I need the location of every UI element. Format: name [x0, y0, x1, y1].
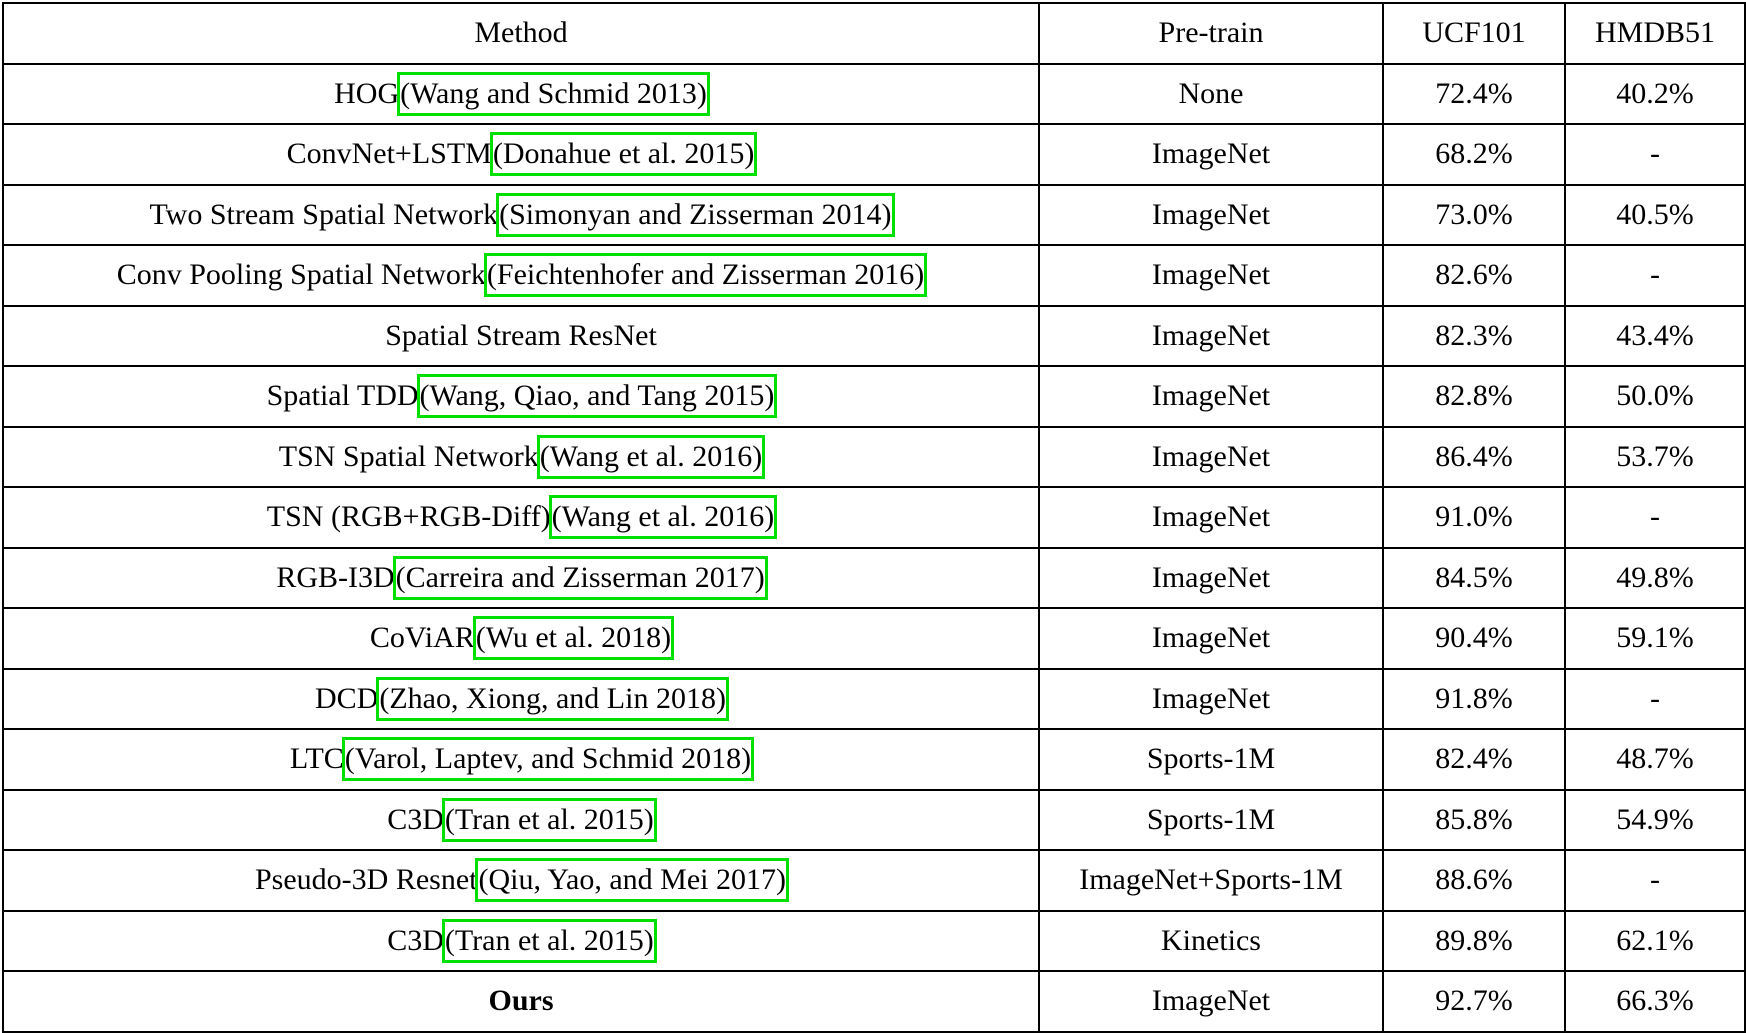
table-row	[3, 487, 1745, 548]
table-row	[3, 185, 1745, 246]
method-name: HOG	[334, 76, 400, 110]
citation-highlight: (Donahue et al. 2015)	[490, 132, 758, 176]
column-header-method: Method	[3, 3, 1039, 64]
method-name: CoViAR	[369, 621, 475, 655]
cell-method	[3, 790, 1039, 851]
method-name: Two Stream Spatial Network	[149, 197, 499, 231]
cell-pretrain: Sports-1M	[1039, 729, 1383, 790]
cell-ucf101: 92.7%	[1383, 971, 1565, 1032]
table-row	[3, 850, 1745, 911]
citation-highlight: (Wang et al. 2016)	[549, 495, 778, 539]
cell-ucf101: 91.8%	[1383, 669, 1565, 730]
cell-pretrain: Kinetics	[1039, 911, 1383, 972]
cell-method	[3, 729, 1039, 790]
cell-pretrain: ImageNet	[1039, 366, 1383, 427]
table-row	[3, 245, 1745, 306]
citation-highlight: (Wu et al. 2018)	[473, 616, 674, 660]
cell-pretrain: ImageNet	[1039, 306, 1383, 367]
cell-pretrain: ImageNet	[1039, 548, 1383, 609]
cell-ucf101: 88.6%	[1383, 850, 1565, 911]
cell-hmdb51: 40.5%	[1565, 185, 1745, 246]
table-header	[3, 3, 1745, 64]
cell-method	[3, 911, 1039, 972]
cell-hmdb51: 62.1%	[1565, 911, 1745, 972]
method-name: LTC	[289, 742, 344, 776]
citation-highlight: (Qiu, Yao, and Mei 2017)	[475, 858, 789, 902]
column-header-hmdb51: HMDB51	[1565, 3, 1745, 64]
results-table	[2, 2, 1746, 1033]
method-name: Pseudo-3D Resnet	[255, 863, 478, 897]
cell-ucf101: 72.4%	[1383, 64, 1565, 125]
cell-method	[3, 366, 1039, 427]
cell-pretrain: ImageNet	[1039, 971, 1383, 1032]
cell-hmdb51: -	[1565, 487, 1745, 548]
cell-hmdb51: -	[1565, 850, 1745, 911]
cell-hmdb51: 49.8%	[1565, 548, 1745, 609]
citation-highlight: (Tran et al. 2015)	[442, 919, 657, 963]
citation-highlight: (Tran et al. 2015)	[442, 798, 657, 842]
table-row	[3, 124, 1745, 185]
method-name: ConvNet+LSTM	[286, 137, 492, 171]
cell-hmdb51: 43.4%	[1565, 306, 1745, 367]
cell-pretrain: ImageNet	[1039, 245, 1383, 306]
method-name: RGB-I3D	[276, 560, 395, 594]
cell-pretrain: ImageNet	[1039, 669, 1383, 730]
results-table-container	[0, 2, 1746, 1033]
table-row	[3, 608, 1745, 669]
cell-hmdb51: -	[1565, 124, 1745, 185]
cell-ucf101: 82.6%	[1383, 245, 1565, 306]
cell-pretrain: Sports-1M	[1039, 790, 1383, 851]
cell-method	[3, 608, 1039, 669]
cell-pretrain: ImageNet+Sports-1M	[1039, 850, 1383, 911]
cell-hmdb51: 59.1%	[1565, 608, 1745, 669]
table-row	[3, 911, 1745, 972]
cell-hmdb51: -	[1565, 245, 1745, 306]
cell-ucf101: 82.4%	[1383, 729, 1565, 790]
method-name: Spatial Stream ResNet	[385, 318, 657, 352]
method-name: C3D	[387, 802, 444, 836]
cell-hmdb51: 53.7%	[1565, 427, 1745, 488]
cell-method	[3, 124, 1039, 185]
table-row	[3, 971, 1745, 1032]
method-name: Conv Pooling Spatial Network	[116, 258, 486, 292]
method-name: DCD	[315, 681, 379, 715]
cell-pretrain: ImageNet	[1039, 185, 1383, 246]
cell-method	[3, 850, 1039, 911]
cell-ucf101: 86.4%	[1383, 427, 1565, 488]
method-name: Ours	[488, 984, 554, 1018]
cell-hmdb51: 40.2%	[1565, 64, 1745, 125]
citation-highlight: (Carreira and Zisserman 2017)	[393, 556, 768, 600]
citation-highlight: (Varol, Laptev, and Schmid 2018)	[342, 737, 754, 781]
citation-highlight: (Wang, Qiao, and Tang 2015)	[417, 374, 778, 418]
cell-ucf101: 90.4%	[1383, 608, 1565, 669]
citation-highlight: (Wang and Schmid 2013)	[397, 72, 710, 116]
table-row	[3, 306, 1745, 367]
table-body	[3, 64, 1745, 1032]
citation-highlight: (Wang et al. 2016)	[537, 435, 766, 479]
citation-highlight: (Feichtenhofer and Zisserman 2016)	[484, 253, 927, 297]
table-row	[3, 729, 1745, 790]
cell-pretrain: ImageNet	[1039, 487, 1383, 548]
cell-hmdb51: 66.3%	[1565, 971, 1745, 1032]
cell-method	[3, 548, 1039, 609]
table-row	[3, 548, 1745, 609]
method-name: TSN (RGB+RGB-Diff)	[266, 500, 551, 534]
column-header-pretrain: Pre-train	[1039, 3, 1383, 64]
column-header-ucf101: UCF101	[1383, 3, 1565, 64]
cell-method	[3, 669, 1039, 730]
method-name: C3D	[387, 923, 444, 957]
cell-method	[3, 306, 1039, 367]
citation-highlight: (Simonyan and Zisserman 2014)	[496, 193, 894, 237]
cell-ucf101: 82.8%	[1383, 366, 1565, 427]
cell-hmdb51: 54.9%	[1565, 790, 1745, 851]
cell-method	[3, 971, 1039, 1032]
citation-highlight: (Zhao, Xiong, and Lin 2018)	[376, 677, 729, 721]
table-header-row	[3, 3, 1745, 64]
cell-hmdb51: 50.0%	[1565, 366, 1745, 427]
cell-ucf101: 91.0%	[1383, 487, 1565, 548]
table-row	[3, 427, 1745, 488]
cell-ucf101: 85.8%	[1383, 790, 1565, 851]
cell-method	[3, 245, 1039, 306]
cell-ucf101: 68.2%	[1383, 124, 1565, 185]
cell-method	[3, 185, 1039, 246]
cell-pretrain: ImageNet	[1039, 608, 1383, 669]
method-name: TSN Spatial Network	[278, 439, 539, 473]
table-row	[3, 790, 1745, 851]
cell-pretrain: None	[1039, 64, 1383, 125]
cell-ucf101: 89.8%	[1383, 911, 1565, 972]
cell-ucf101: 82.3%	[1383, 306, 1565, 367]
table-row	[3, 366, 1745, 427]
cell-method	[3, 427, 1039, 488]
cell-hmdb51: -	[1565, 669, 1745, 730]
cell-ucf101: 73.0%	[1383, 185, 1565, 246]
method-name: Spatial TDD	[266, 379, 419, 413]
cell-hmdb51: 48.7%	[1565, 729, 1745, 790]
table-row	[3, 64, 1745, 125]
cell-method	[3, 64, 1039, 125]
table-row	[3, 669, 1745, 730]
cell-pretrain: ImageNet	[1039, 427, 1383, 488]
cell-method	[3, 487, 1039, 548]
cell-pretrain: ImageNet	[1039, 124, 1383, 185]
cell-ucf101: 84.5%	[1383, 548, 1565, 609]
